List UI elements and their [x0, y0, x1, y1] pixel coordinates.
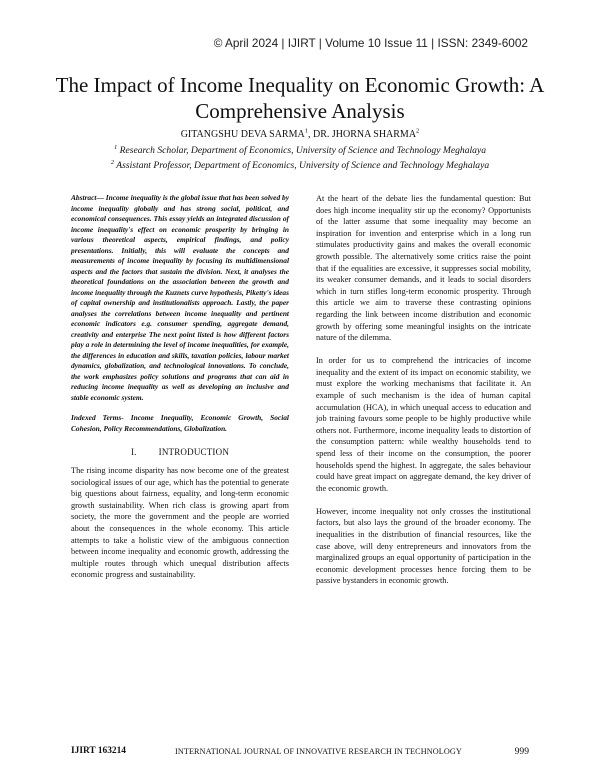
right-column [316, 193, 531, 599]
index-terms: Indexed Terms- Income Inequality, Economic Growth, Social Cohesion, Policy Recommendations, Globalization. [71, 413, 289, 433]
author-separator: , [307, 129, 313, 140]
affiliation-1 [40, 145, 560, 156]
body-paragraph-2: In order for us to comprehend the intricacies of income inequality and the extent of its impact on economic stability, we must explore the working mechanisms that facilitate it. An example of such mechanism is the idea of human capital accumulation (HCA), in which unequal access to education and job training favours some people to be highly productive while others not. Furthermore, income inequality leads to distortion of the consumption pattern: while wealthy households tend to spend less of their income on the consumption, the poorer households spend the highest. In aggregate, the sales behaviour could have great impact on aggregate demand, the key driver of the economic growth. [316, 356, 531, 493]
affiliation-2-text: Assistant Professor, Department of Economics, University of Science and Technology Meghalaya [114, 160, 490, 171]
author-2-name: DR. JHORNA SHARMA [312, 129, 417, 140]
affiliation-2-marker: 2 [110, 158, 115, 166]
introduction-paragraph-1: The rising income disparity has now become one of the greatest sociological issues of our age, which has the potential to generate big questions about fairness, equality, and long-term economic growth sustainability. When rich class is growing apart from society, the more the government and the people are worried about the consequences in the whole economy. This article attempts to take a holistic view of the ambiguous connection between income inequality and economic growth, addressing the multiple routes through which unequal distribution affects economic progress and sustainability. [71, 466, 289, 580]
section-number: I. [130, 447, 137, 457]
author-2-marker: 2 [416, 127, 420, 135]
section-heading-introduction [71, 447, 289, 457]
footer-page-number: 999 [514, 746, 529, 757]
abstract: Abstract— Income inequality is the global issue that has been solved by income inequality globally and has strong social, political, and economical consequences. This essay yields an integrated discussion of income inequality's effect on economic prosperity by bringing in various theoretical aspects, empirical findings, and policy presentations. Initially, this will evaluate the concepts and measurements of income inequality by focusing its multidimensional aspects and the factors that sustain the division. Next, it analyses the theoretical foundations on the association between the growth and income inequality through the Kuznets curve hypothesis, Piketty's ideas of capital ownership and institutionalists approach. Lastly, the paper analyses the correlations between income inequality and pertinent economic indicators e.g. consumer spending, aggregate demand, creativity and enterprise The next point listed is how different factors play a role in determining the level of income inequalities, for example, the differences in education and skills, taxation policies, labour market dynamics, globalization, and technological innovations. To conclude, the work emphasizes policy solutions and programs that can aid in reducing income inequality as well as developing an inclusive and stable economic system. [71, 193, 289, 402]
footer-paper-id: IJIRT 163214 [71, 746, 126, 756]
footer-journal-name: INTERNATIONAL JOURNAL OF INNOVATIVE RESEARCH IN TECHNOLOGY [175, 747, 462, 756]
body-paragraph-3: However, income inequality not only crosses the institutional factors, but also lays the ground of the broader economy. The inequalities in the distribution of financial resources, like the case above, will deny entrepreneurs and innovators from the marginalized groups an equal opportunity of participation in the economic development processes hence forcing them to be passive bystanders in economic growth. [316, 506, 531, 586]
author-line [40, 129, 560, 140]
journal-header: © April 2024 | IJIRT | Volume 10 Issue 11 | ISSN: 2349-6002 [213, 36, 528, 50]
affiliation-2 [40, 160, 560, 171]
affiliation-1-text: Research Scholar, Department of Economics, University of Science and Technology Meghalaya [117, 145, 487, 156]
section-title: INTRODUCTION [158, 447, 230, 457]
left-column [71, 193, 289, 581]
paper-title: The Impact of Income Inequality on Economic Growth: A Comprehensive Analysis [55, 73, 545, 123]
affiliation-1-marker: 1 [113, 143, 118, 151]
body-paragraph-1: At the heart of the debate lies the fundamental question: But does high income inequality stir up the economy? Opportunists of the latter assume that some inequality may become an inspiration for invention and enterprise which in a long run stimulates productivity gains and makes the overall economic growth possible. The alternatively some critics raise the point that if the equalities are excessive, it suppresses social mobility, its weaker consumer demands, and it leads to social disorders which in turn stifles long-term economic prosperity. Through this article we aim to traverse these contrasting opinions regarding the link between income distribution and economic growth by offering some meaningful insights on the intricate nature of the dilemma. [316, 194, 531, 343]
author-1-name: GITANGSHU DEVA SARMA [180, 129, 305, 140]
author-1-marker: 1 [304, 127, 308, 135]
